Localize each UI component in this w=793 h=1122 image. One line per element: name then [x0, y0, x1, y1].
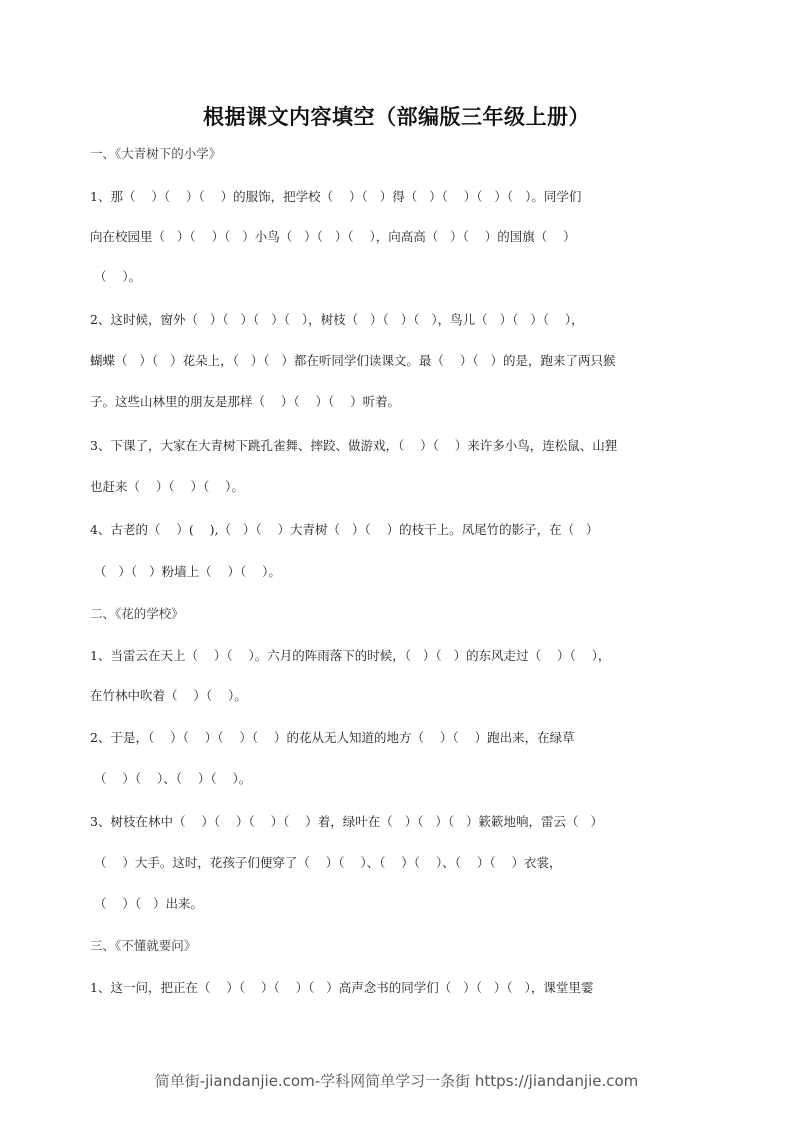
- footer-watermark: 简单街-jiandanjie.com-学科网简单学习一条街 https://jiandanjie.com: [154, 1072, 639, 1090]
- fill-blank-line: 1、那（ ）（ ）（ ）的服饰，把学校（ ）（ ）得（ ）（ ）（ ）（ ）。同学们: [90, 189, 582, 204]
- fill-blank-line: 也赶来（ ）（ ）（ ）。: [90, 479, 244, 494]
- fill-blank-line: 1、当雷云在天上（ ）（ ）。六月的阵雨落下的时候，（ ）（ ）的东风走过（ ）（ ），: [90, 648, 611, 663]
- fill-blank-line: 向在校园里（ ）（ ）（ ）小鸟（ ）（ ）（ ），向高高（ ）（ ）的国旗（ ）: [90, 229, 576, 244]
- fill-blank-line: 3、树枝在林中（ ）（ ）（ ）（ ）着，绿叶在（ ）（ ）（ ）簌簌地响，雷云（ ）: [90, 814, 603, 829]
- fill-blank-line: （ ）（ ）、（ ）（ ）。: [90, 771, 252, 786]
- section-heading: 二、《花的学校》: [90, 606, 184, 621]
- fill-blank-line: 2、于是，（ ）（ ）（ ）（ ）的花从无人知道的地方（ ）（ ）跑出来，在绿草: [90, 730, 575, 745]
- fill-blank-line: 4、古老的（ ）( ),（ ）（ ）大青树（ ）（ ）的枝干上。凤尾竹的影子，在（ ）: [90, 522, 599, 537]
- fill-blank-line: 2、这时候，窗外（ ）（ ）（ ）（ ），树枝（ ）（ ）（ ），鸟儿（ ）（ ）（ ），: [90, 312, 584, 327]
- section-heading: 三、《不懂就要问》: [90, 938, 197, 953]
- fill-blank-line: 1、这一问，把正在（ ）（ ）（ ）（ ）高声念书的同学们（ ）（ ）（ ），课堂里霎: [90, 980, 594, 995]
- page-title: 根据课文内容填空（部编版三年级上册）: [203, 105, 590, 129]
- section-heading: 一、《大青树下的小学》: [90, 146, 222, 161]
- fill-blank-line: （ ）。: [90, 269, 142, 284]
- fill-blank-line: 3、下课了，大家在大青树下跳孔雀舞、摔跤、做游戏，（ ）（ ）来许多小鸟，连松鼠、山狸: [90, 438, 618, 453]
- fill-blank-line: （ ）（ ）粉墙上（ ）（ ）。: [90, 564, 281, 579]
- fill-blank-line: （ ）大手。这时，花孩子们便穿了（ ）（ ）、（ ）（ ）、（ ）（ ）衣裳，: [90, 855, 562, 870]
- fill-blank-line: 在竹林中吹着（ ）（ ）。: [90, 688, 247, 703]
- fill-blank-line: 子。这些山林里的朋友是那样（ ）（ ）（ ）听着。: [90, 394, 401, 409]
- fill-blank-line: （ ）（ ）出来。: [90, 896, 204, 911]
- fill-blank-line: 蝴蝶（ ）（ ）花朵上，（ ）（ ）都在听同学们读课文。最（ ）（ ）的是，跑来了两只猴: [90, 353, 616, 368]
